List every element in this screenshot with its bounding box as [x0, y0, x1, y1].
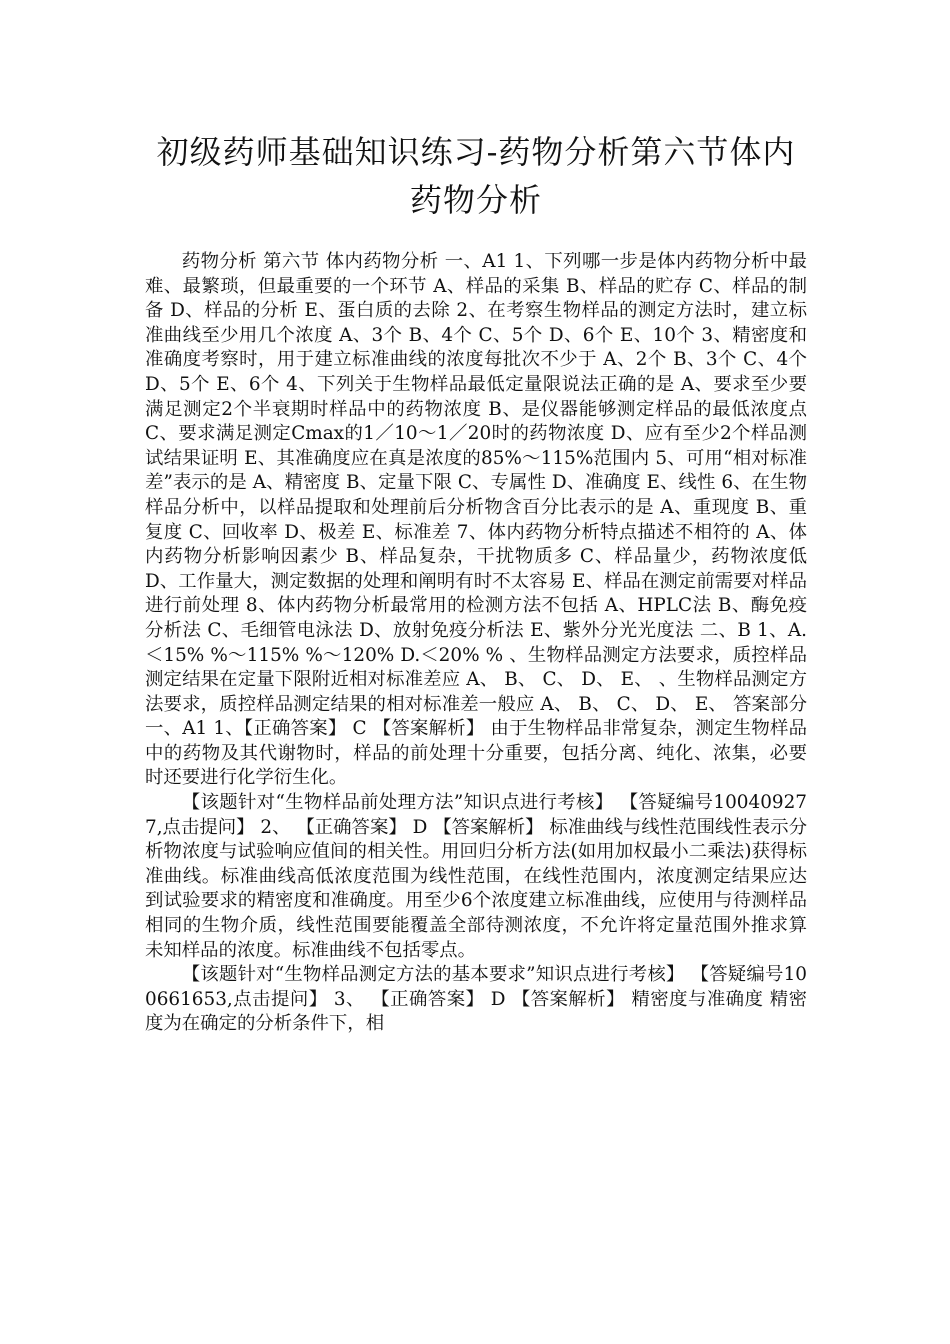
document-title: 初级药师基础知识练习-药物分析第六节体内药物分析 — [156, 133, 796, 219]
document-page — [145, 128, 807, 1037]
body-paragraph: 药物分析 第六节 体内药物分析 一、A1 1、下列哪一步是体内药物分析中最难、最繁琐，但最重要的一个环节 A、样品的采集 B、样品的贮存 C、样品的制备 D、样品的分析 E、蛋白质的去除 2、在考察生物样品的测定方法时，建立标准曲线至少用几个浓度 A、3个 B、4个 C、5个 D、6个 E、10个 3、精密度和准确度考察时，用于建立标准曲线的浓度每批次不少于 A、2个 B、3个 C、4个 D、5个 E、6个 4、下列关于生物样品最低定量限说法正确的是 A、要求至少要满足测定2个半衰期时样品中的药物浓度 B、是仪器能够测定样品的最低浓度点 C、要求满足测定Cmax的1／10～1／20时的药物浓度 D、应有至少2个样品测试结果证明 E、其准确度应在真是浓度的85%～115%范围内 5、可用“相对标准差”表示的是 A、精密度 B、定量下限 C、专属性 D、准确度 E、线性 6、在生物样品分析中，以样品提取和处理前后分析物含百分比表示的是 A、重现度 B、重复度 C、回收率 D、极差 E、标准差 7、体内药物分析特点描述不相符的 A、体内药物分析影响因素少 B、样品复杂，干扰物质多 C、样品量少，药物浓度低 D、工作量大，测定数据的处理和阐明有时不太容易 E、样品在测定前需要对样品进行前处理 8、体内药物分析最常用的检测方法不包括 A、HPLC法 B、酶免疫分析法 C、毛细管电泳法 D、放射免疫分析法 E、紫外分光光度法 二、B 1、A.＜15% %～115% %～120% D.＜20% % 、生物样品测定方法要求，质控样品测定结果在定量下限附近相对标准差应 A、 B、 C、 D、 E、 、生物样品测定方法要求，质控样品测定结果的相对标准差一般应 A、 B、 C、 D、 E、 答案部分 一、A1 1、【正确答案】 C 【答案解析】 由于生物样品非常复杂，测定生物样品中的药物及其代谢物时，样品的前处理十分重要，包括分离、纯化、浓集，必要时还要进行化学衍生化。 — [145, 251, 807, 789]
document-body — [145, 250, 807, 1037]
body-paragraph: 【该题针对“生物样品前处理方法”知识点进行考核】 【答疑编号100409277,点击提问】 2、 【正确答案】 D 【答案解析】 标准曲线与线性范围线性表示分析物浓度与试验响应值间的相关性。用回归分析方法(如用加权最小二乘法)获得标准曲线。标准曲线高低浓度范围为线性范围，在线性范围内，浓度测定结果应达到试验要求的精密度和准确度。用至少6个浓度建立标准曲线，应使用与待测样品相同的生物介质，线性范围要能覆盖全部待测浓度，不允许将定量范围外推求算未知样品的浓度。标准曲线不包括零点。 — [145, 792, 807, 961]
body-paragraph: 【该题针对“生物样品测定方法的基本要求”知识点进行考核】 【答疑编号100661653,点击提问】 3、 【正确答案】 D 【答案解析】 精密度与准确度 精密度为在确定的分析条件下，相 — [145, 964, 807, 1035]
